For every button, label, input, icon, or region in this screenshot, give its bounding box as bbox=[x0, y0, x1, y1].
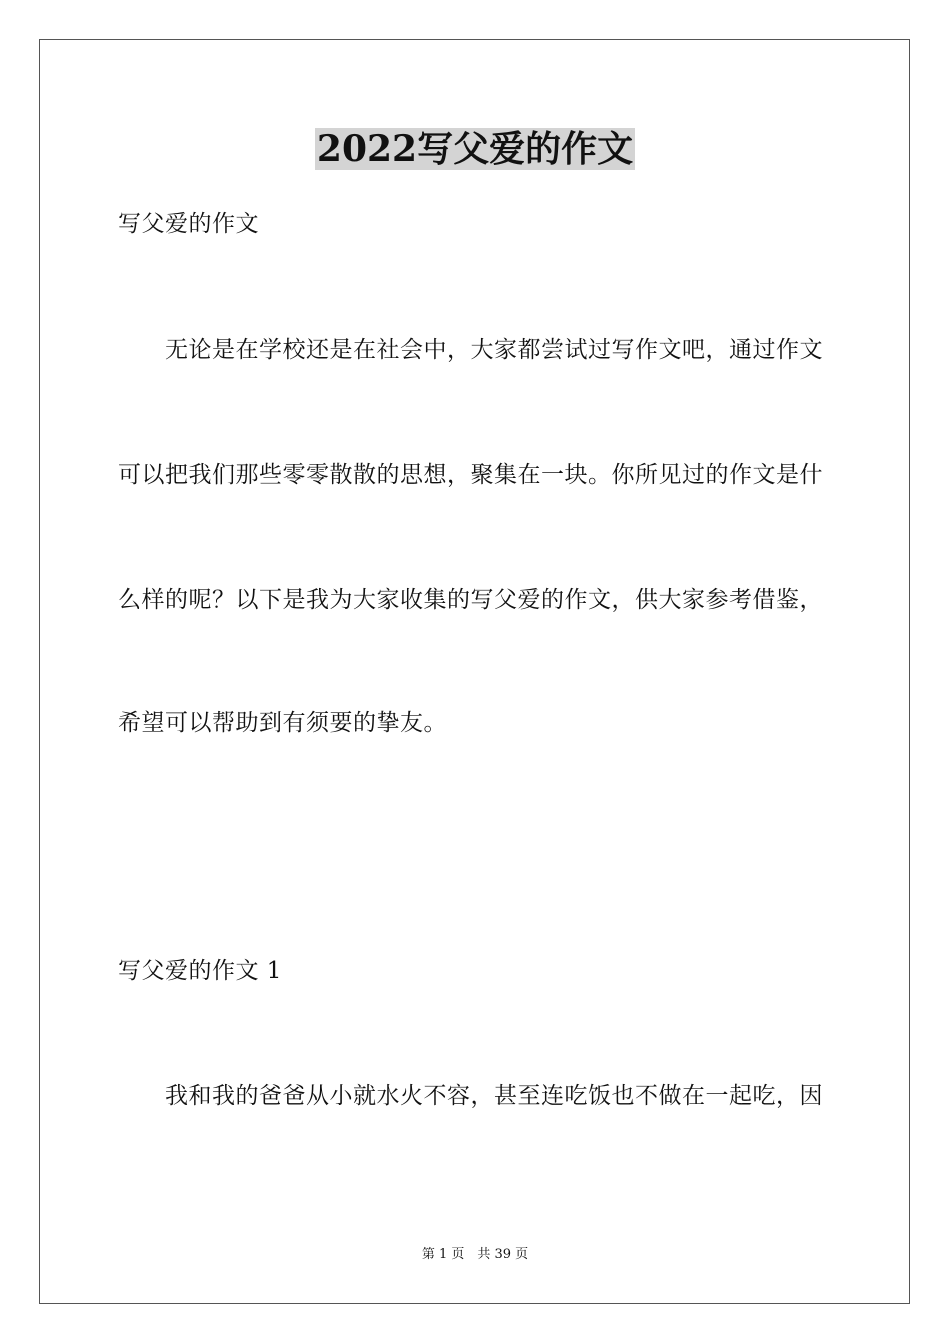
subtitle: 写父爱的作文 bbox=[118, 211, 259, 237]
page-number-footer: 第 1 页 共 39 页 bbox=[421, 1247, 529, 1262]
document-title bbox=[0, 126, 950, 172]
paragraph-line: 无论是在学校还是在社会中，大家都尝试过写作文吧，通过作文 bbox=[165, 337, 823, 363]
document-title-text: 2022写父爱的作文 bbox=[316, 128, 634, 170]
paragraph-line: 可以把我们那些零零散散的思想，聚集在一块。你所见过的作文是什 bbox=[118, 462, 823, 488]
paragraph-line: 希望可以帮助到有须要的挚友。 bbox=[118, 710, 447, 736]
section-heading: 写父爱的作文 1 bbox=[118, 958, 282, 984]
paragraph-line: 我和我的爸爸从小就水火不容，甚至连吃饭也不做在一起吃，因 bbox=[165, 1083, 823, 1109]
paragraph-line: 么样的呢？以下是我为大家收集的写父爱的作文，供大家参考借鉴， bbox=[118, 587, 823, 613]
